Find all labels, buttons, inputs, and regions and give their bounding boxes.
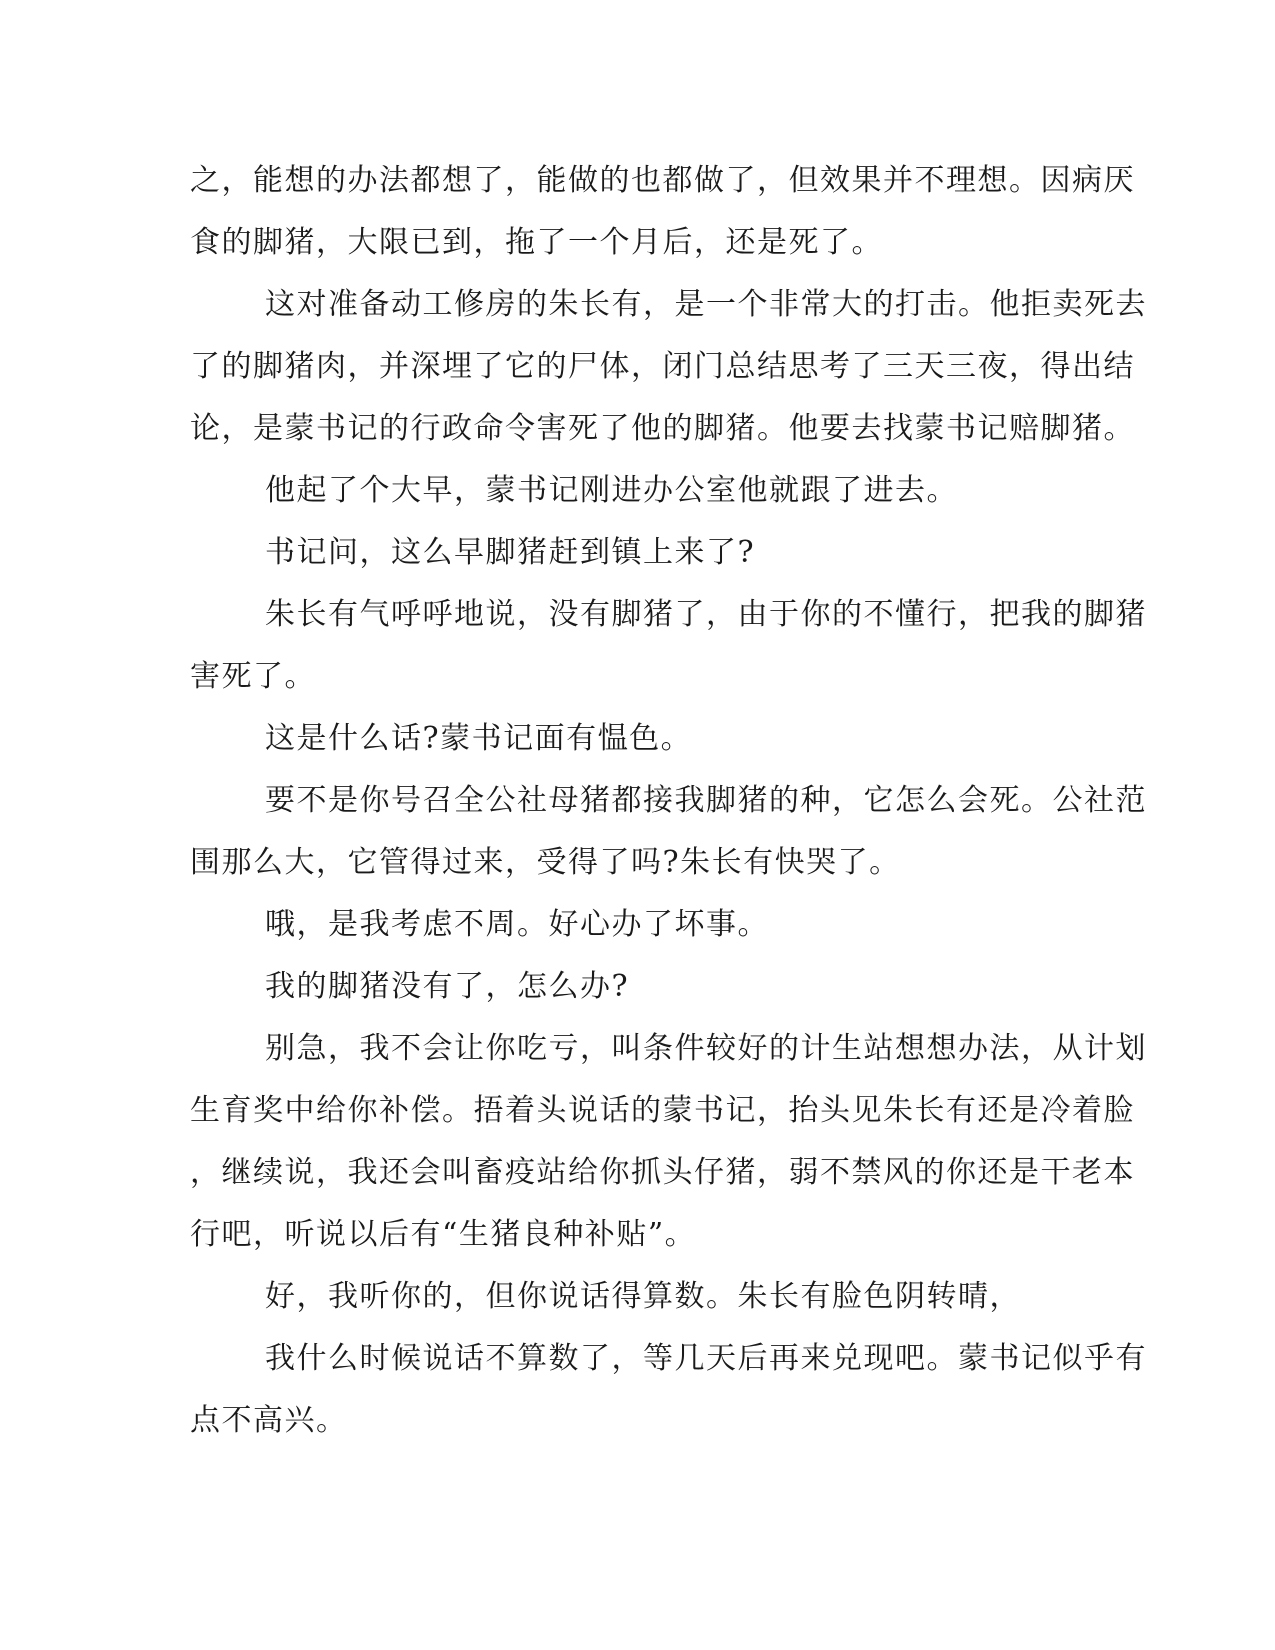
text-line: 害死了。 bbox=[190, 659, 316, 694]
text-line: 论，是蒙书记的行政命令害死了他的脚猪。他要去找蒙书记赔脚猪。 bbox=[190, 411, 1135, 446]
text-line: 他起了个大早，蒙书记刚进办公室他就跟了进去。 bbox=[265, 473, 958, 508]
text-line: 行吧，听说以后有“生猪良种补贴”。 bbox=[190, 1217, 697, 1252]
text-line: 别急，我不会让你吃亏，叫条件较好的计生站想想办法，从计划 bbox=[265, 1031, 1147, 1066]
text-line: 我什么时候说话不算数了，等几天后再来兑现吧。蒙书记似乎有 bbox=[265, 1341, 1147, 1376]
text-line: 了的脚猪肉，并深埋了它的尸体，闭门总结思考了三天三夜，得出结 bbox=[190, 349, 1135, 384]
text-line: ，继续说，我还会叫畜疫站给你抓头仔猪，弱不禁风的你还是干老本 bbox=[190, 1155, 1135, 1190]
text-line: 哦，是我考虑不周。好心办了坏事。 bbox=[265, 907, 769, 942]
text-line: 点不高兴。 bbox=[190, 1403, 348, 1438]
text-line: 生育奖中给你补偿。捂着头说话的蒙书记，抬头见朱长有还是冷着脸 bbox=[190, 1093, 1135, 1128]
text-line: 这对准备动工修房的朱长有，是一个非常大的打击。他拒卖死去 bbox=[265, 287, 1147, 322]
text-line: 好，我听你的，但你说话得算数。朱长有脸色阴转晴， bbox=[265, 1279, 1021, 1314]
text-line: 这是什么话?蒙书记面有愠色。 bbox=[265, 721, 693, 756]
text-line: 之，能想的办法都想了，能做的也都做了，但效果并不理想。因病厌 bbox=[190, 163, 1135, 198]
text-line: 书记问，这么早脚猪赶到镇上来了? bbox=[265, 535, 756, 570]
text-line: 我的脚猪没有了，怎么办? bbox=[265, 969, 630, 1004]
text-line: 朱长有气呼呼地说，没有脚猪了，由于你的不懂行，把我的脚猪 bbox=[265, 597, 1147, 632]
body-text bbox=[190, 150, 1147, 1452]
text-line: 要不是你号召全公社母猪都接我脚猪的种，它怎么会死。公社范 bbox=[265, 783, 1147, 818]
text-line: 食的脚猪，大限已到，拖了一个月后，还是死了。 bbox=[190, 225, 883, 260]
text-line: 围那么大，它管得过来，受得了吗?朱长有快哭了。 bbox=[190, 845, 901, 880]
